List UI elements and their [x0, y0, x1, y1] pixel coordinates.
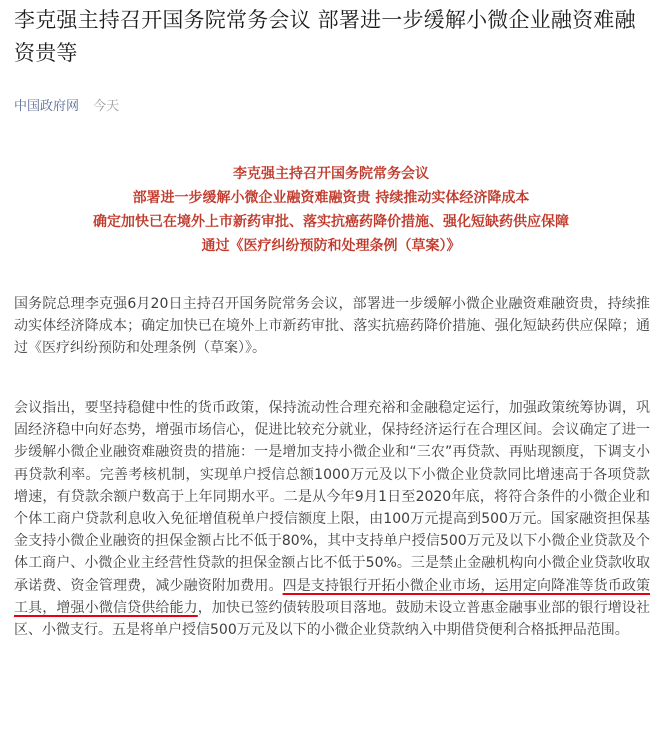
- source-link[interactable]: 中国政府网: [14, 99, 80, 114]
- headline-line-4: 通过《医疗纠纷预防和处理条例（草案）》: [201, 238, 461, 254]
- publish-time: 今天: [93, 99, 120, 114]
- paragraph-measures-text-before: 会议指出，要坚持稳健中性的货币政策，保持流动性合理充裕和金融稳定运行，加强政策统筹协调，巩固经济稳中向好态势，增强市场信心，促进比较充分就业，保持经济运行在合理区间。会议确定了进一步缓解小微企业融资难融资贵的措施：一是增加支持小微企业和“三农”再贷款、再贴现额度，下调支小再贷款利率。完善考核机制，实现单户授信总额1000万元及以下小微企业贷款同比增速高于各项贷款增速，有贷款余额户数高于上年同期水平。二是从今年9月1日至2020年底，将符合条件的小微企业和个体工商户贷款利息收入免征增值税单户授信额度上限，由100万元提高到500万元。国家融资担保基金支持小微企业融资的担保金额占比不低于80%，其中支持单户授信500万元及以下小微企业贷款及个体工商户、小微企业主经营性贷款的担保金额占比不低于50%。三是禁止金融机构向小微企业贷款收取承诺费、资金管理费，减少融资附加费用。: [14, 400, 650, 594]
- article-meta: [14, 96, 119, 118]
- paragraph-intro: 国务院总理李克强6月20日主持召开国务院常务会议，部署进一步缓解小微企业融资难融资贵，持续推动实体经济降成本；确定加快已在境外上市新药审批、落实抗癌药降价措施、强化短缺药供应保障；通过《医疗纠纷预防和处理条例（草案）》。: [14, 296, 650, 357]
- summary-headlines: [0, 162, 662, 258]
- paragraph-measures: [14, 397, 650, 641]
- paragraph-measures-text-after: ，加快已签约债转股项目落地。鼓励未设立普惠金融事业部的银行增设社区、小微支行。五是将单户授信500万元及以下的小微企业贷款纳入中期借贷便利合格抵押品范围。: [14, 599, 651, 639]
- highlighted-sentence: 四是支持银行开拓小微企业市场，运用定向降准等货币政策工具，增强小微信贷供给能力: [14, 577, 651, 616]
- article-title: 李克强主持召开国务院常务会议 部署进一步缓解小微企业融资难融资贵等: [14, 8, 636, 65]
- headline-line-1: 李克强主持召开国务院常务会议: [233, 166, 429, 182]
- headline-line-3: 确定加快已在境外上市新药审批、落实抗癌药降价措施、强化短缺药供应保障: [93, 214, 569, 230]
- headline-line-2: 部署进一步缓解小微企业融资难融资贵 持续推动实体经济降成本: [132, 190, 530, 206]
